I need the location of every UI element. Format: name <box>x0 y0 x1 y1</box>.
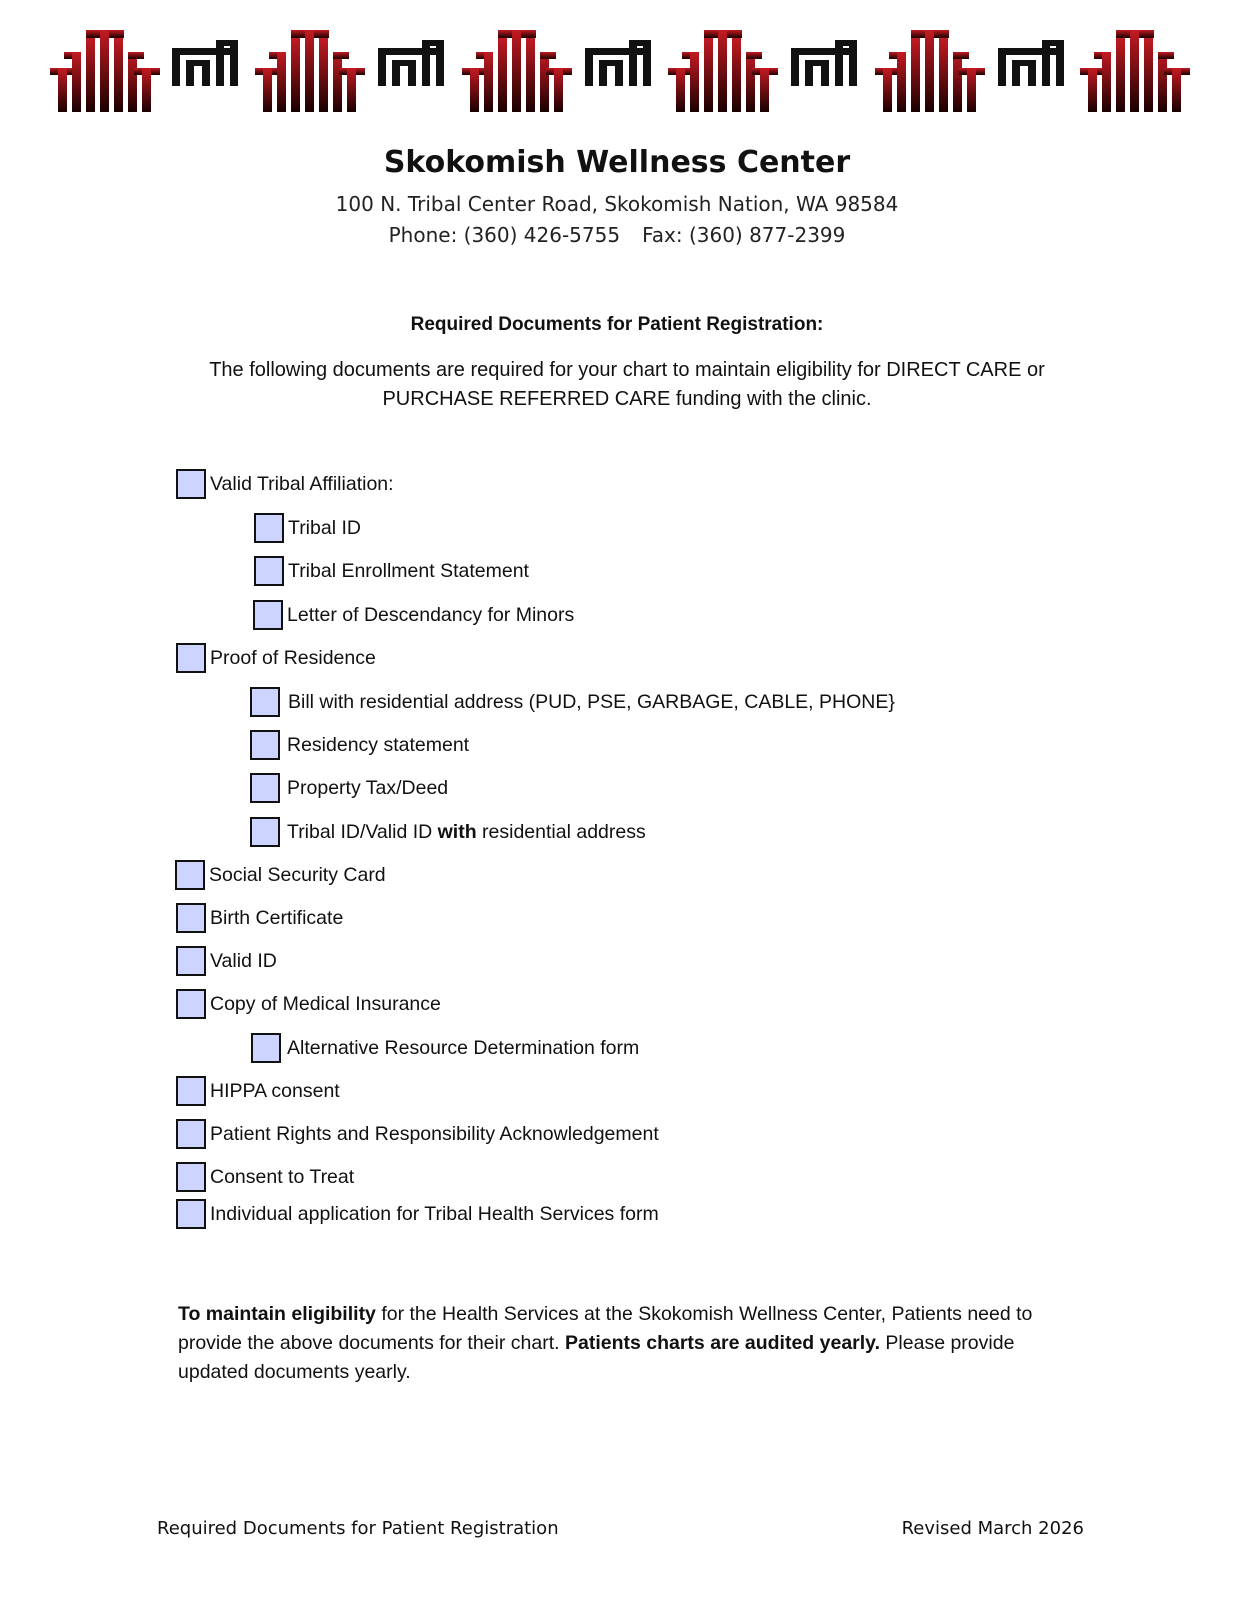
item-label: Birth Certificate <box>210 906 344 929</box>
eligibility-note: To maintain eligibility for the Health Services at the Skokomish Wellness Center, Patients need to provide the above documents for their chart. Patients charts are audited yearly. Please provide updated documents yearly. <box>178 1303 1033 1383</box>
checklist-item-medical-insurance <box>176 986 441 1022</box>
red-motif-1 <box>50 30 162 112</box>
checklist-item-proof-of-residence <box>176 640 376 676</box>
checkbox[interactable] <box>250 730 280 760</box>
section-heading: Required Documents for Patient Registration: <box>410 314 824 335</box>
clinic-contact <box>0 223 1234 247</box>
item-label: Property Tax/Deed <box>287 776 449 799</box>
checklist-item-tribal-id <box>254 510 361 546</box>
checkbox[interactable] <box>176 643 206 673</box>
checklist-item-individual-application <box>176 1196 659 1232</box>
item-label: Tribal ID <box>288 516 361 539</box>
red-motif-4 <box>668 30 780 112</box>
red-motif-5 <box>875 30 987 112</box>
intro-paragraph: The following documents are required for your chart to maintain eligibility for DIRECT CARE or PURCHASE REFERRED CARE funding with the clinic. <box>209 359 1045 410</box>
checkbox[interactable] <box>254 513 284 543</box>
checkbox[interactable] <box>253 600 283 630</box>
checklist-item-social-security <box>175 857 386 893</box>
fax-number: Fax: (360) 877-2399 <box>642 223 846 247</box>
checkbox[interactable] <box>176 1119 206 1149</box>
checklist-item-hippa-consent <box>176 1073 340 1109</box>
checkbox[interactable] <box>176 1199 206 1229</box>
checklist-item-property-tax <box>250 770 448 806</box>
item-label: Residency statement <box>287 733 470 756</box>
checklist-item-residency-statement <box>250 727 469 763</box>
item-label: Alternative Resource Determination form <box>287 1036 640 1059</box>
checkbox[interactable] <box>176 469 206 499</box>
checkbox[interactable] <box>176 903 206 933</box>
decorative-banner <box>50 30 1200 112</box>
footer-document-title: Required Documents for Patient Registration <box>157 1518 559 1539</box>
checklist-item-consent-to-treat <box>176 1159 354 1195</box>
black-motif-5 <box>998 30 1070 112</box>
item-label: HIPPA consent <box>210 1079 340 1102</box>
clinic-name: Skokomish Wellness Center <box>383 145 851 180</box>
checkbox[interactable] <box>250 817 280 847</box>
item-label: Consent to Treat <box>210 1165 355 1188</box>
item-label: Social Security Card <box>209 863 386 886</box>
black-motif-3 <box>585 30 657 112</box>
checkbox[interactable] <box>176 946 206 976</box>
checkbox[interactable] <box>176 1162 206 1192</box>
red-motif-6 <box>1080 30 1192 112</box>
item-label: Letter of Descendancy for Minors <box>287 603 575 626</box>
checklist-item-valid-id <box>176 943 277 979</box>
checklist-item-descendancy-letter <box>253 597 574 633</box>
item-label: Patient Rights and Responsibility Acknowledgement <box>210 1122 659 1145</box>
checklist-item-enrollment-statement <box>254 553 529 589</box>
item-label: Proof of Residence <box>210 646 376 669</box>
checkbox[interactable] <box>250 687 280 717</box>
red-motif-3 <box>462 30 574 112</box>
checklist-item-bill <box>250 684 895 720</box>
checklist-item-patient-rights <box>176 1116 659 1152</box>
checklist-item-id-with-address <box>250 814 646 850</box>
item-label: Individual application for Tribal Health Services form <box>210 1202 659 1225</box>
checklist-item-ard-form <box>251 1030 639 1066</box>
black-motif-1 <box>172 30 244 112</box>
checkbox[interactable] <box>175 860 205 890</box>
item-label: Tribal Enrollment Statement <box>288 559 529 582</box>
red-motif-2 <box>255 30 367 112</box>
checkbox[interactable] <box>251 1033 281 1063</box>
checklist-item-birth-certificate <box>176 900 343 936</box>
item-label: Valid Tribal Affiliation: <box>210 472 394 495</box>
clinic-address: 100 N. Tribal Center Road, Skokomish Nation, WA 98584 <box>335 192 899 216</box>
checkbox[interactable] <box>176 1076 206 1106</box>
item-label: Tribal ID/Valid ID with residential address <box>287 820 646 843</box>
checklist-item-tribal-affiliation <box>176 466 394 502</box>
item-label: Copy of Medical Insurance <box>210 992 441 1015</box>
item-label: Valid ID <box>210 949 277 972</box>
checkbox[interactable] <box>250 773 280 803</box>
item-label: Bill with residential address (PUD, PSE, GARBAGE, CABLE, PHONE} <box>288 690 895 713</box>
footer-revision-date: Revised March 2026 <box>901 1518 1084 1539</box>
black-motif-4 <box>791 30 863 112</box>
phone-number: Phone: (360) 426-5755 <box>388 223 621 247</box>
black-motif-2 <box>378 30 450 112</box>
checkbox[interactable] <box>176 989 206 1019</box>
checkbox[interactable] <box>254 556 284 586</box>
